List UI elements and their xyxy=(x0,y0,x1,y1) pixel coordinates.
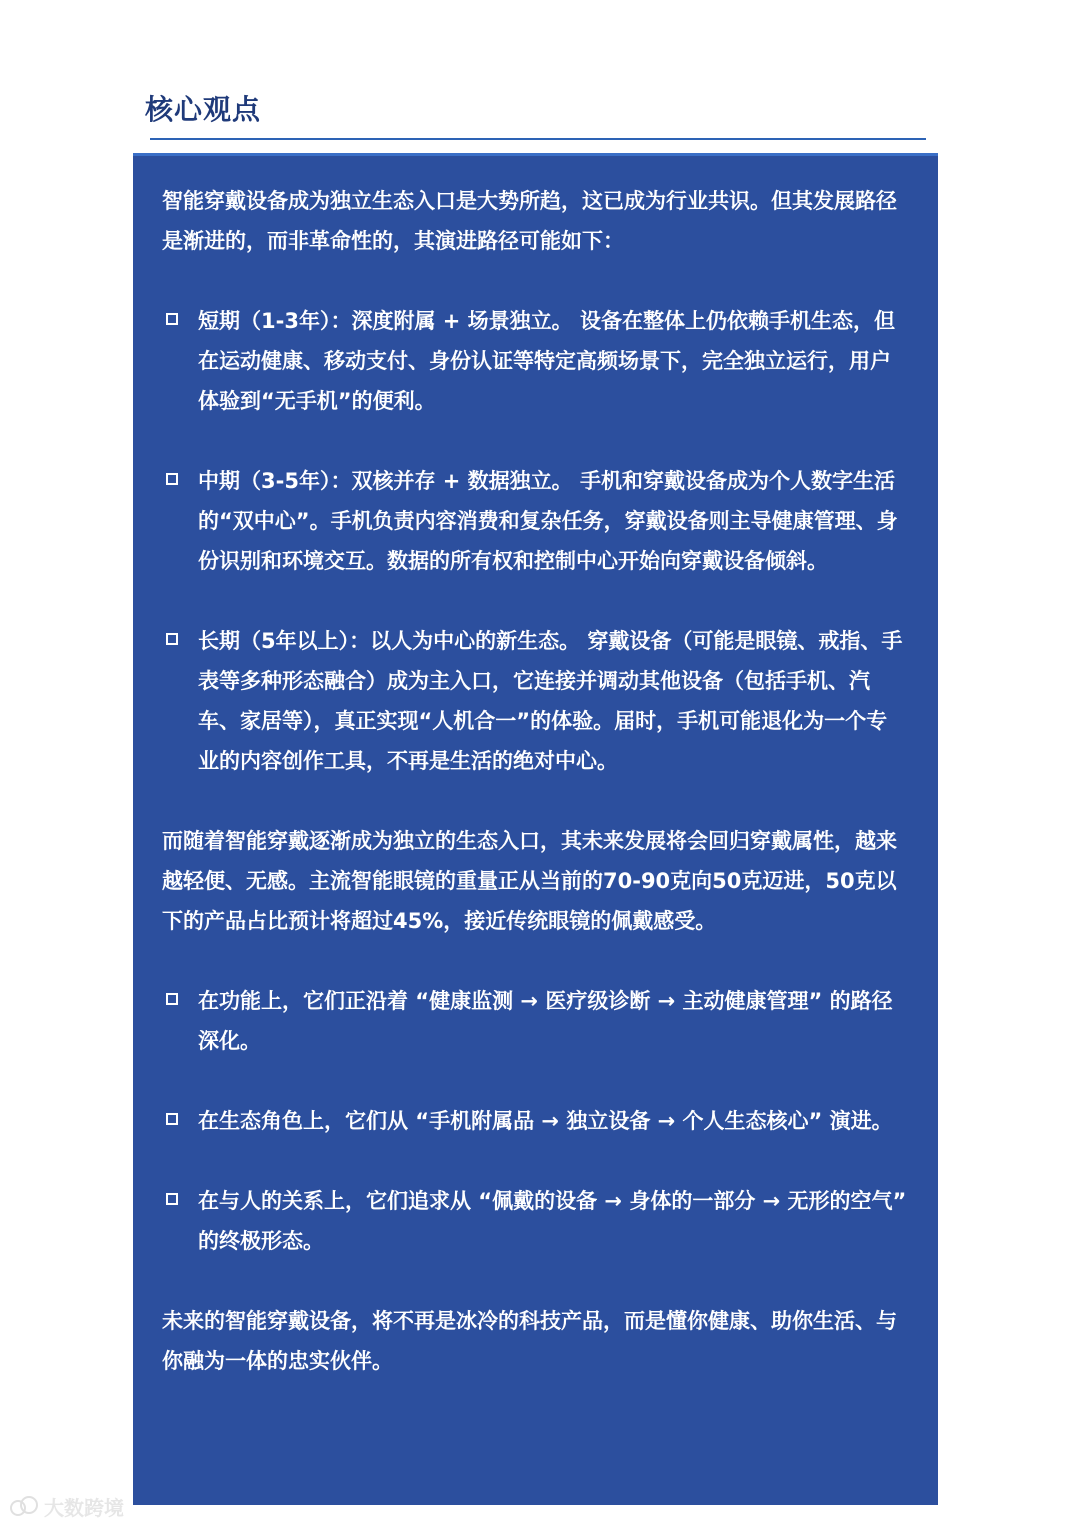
trend-item-relationship xyxy=(162,1181,907,1261)
trend-item-ecosystem xyxy=(162,1101,907,1141)
phase-item-short xyxy=(162,301,907,421)
section-heading: 核心观点 xyxy=(145,93,262,126)
phase-text: 中期（3-5年）：双核并存 + 数据独立。 手机和穿戴设备成为个人数字生活的“双中心”。手机负责内容消费和复杂任务，穿戴设备则主导健康管理、身份识别和环境交互。数据的所有权和控制中心开始向穿戴设备倾斜。 xyxy=(198,469,898,573)
watermark xyxy=(10,1492,124,1521)
checkbox-icon xyxy=(166,633,178,645)
trend-text: 在生态角色上，它们从 “手机附属品 → 独立设备 → 个人生态核心” 演进。 xyxy=(198,1109,893,1133)
heading-divider xyxy=(150,138,926,140)
conclusion-paragraph: 未来的智能穿戴设备，将不再是冰冷的科技产品，而是懂你健康、助你生活、与你融为一体的忠实伙伴。 xyxy=(162,1309,897,1373)
middle-paragraph: 而随着智能穿戴逐渐成为独立的生态入口，其未来发展将会回归穿戴属性，越来越轻便、无感。主流智能眼镜的重量正从当前的70-90克向50克迈进，50克以下的产品占比预计将超过45%，接近传统眼镜的佩戴感受。 xyxy=(162,829,897,933)
phase-item-mid xyxy=(162,461,907,581)
watermark-logo-icon xyxy=(10,1496,38,1518)
checkbox-icon xyxy=(166,1193,178,1205)
watermark-text: 大数跨境 xyxy=(44,1496,124,1520)
checkbox-icon xyxy=(166,473,178,485)
phase-text: 长期（5年以上）：以人为中心的新生态。 穿戴设备（可能是眼镜、戒指、手表等多种形态融合）成为主入口，它连接并调动其他设备（包括手机、汽车、家居等），真正实现“人机合一”的体验。届时，手机可能退化为一个专业的内容创作工具，不再是生活的绝对中心。 xyxy=(198,629,903,773)
checkbox-icon xyxy=(166,1113,178,1125)
intro-paragraph: 智能穿戴设备成为独立生态入口是大势所趋，这已成为行业共识。但其发展路径是渐进的，而非革命性的，其演进路径可能如下： xyxy=(162,189,897,253)
phase-item-long xyxy=(162,621,907,781)
checkbox-icon xyxy=(166,993,178,1005)
trend-item-function xyxy=(162,981,907,1061)
panel-content xyxy=(162,181,907,1381)
trend-text: 在功能上，它们正沿着 “健康监测 → 医疗级诊断 → 主动健康管理” 的路径深化。 xyxy=(198,989,893,1053)
phase-text: 短期（1-3年）：深度附属 + 场景独立。 设备在整体上仍依赖手机生态，但在运动健康、移动支付、身份认证等特定高频场景下，完全独立运行，用户体验到“无手机”的便利。 xyxy=(198,309,895,413)
checkbox-icon xyxy=(166,313,178,325)
trend-text: 在与人的关系上，它们追求从 “佩戴的设备 → 身体的一部分 → 无形的空气” 的终极形态。 xyxy=(198,1189,907,1253)
